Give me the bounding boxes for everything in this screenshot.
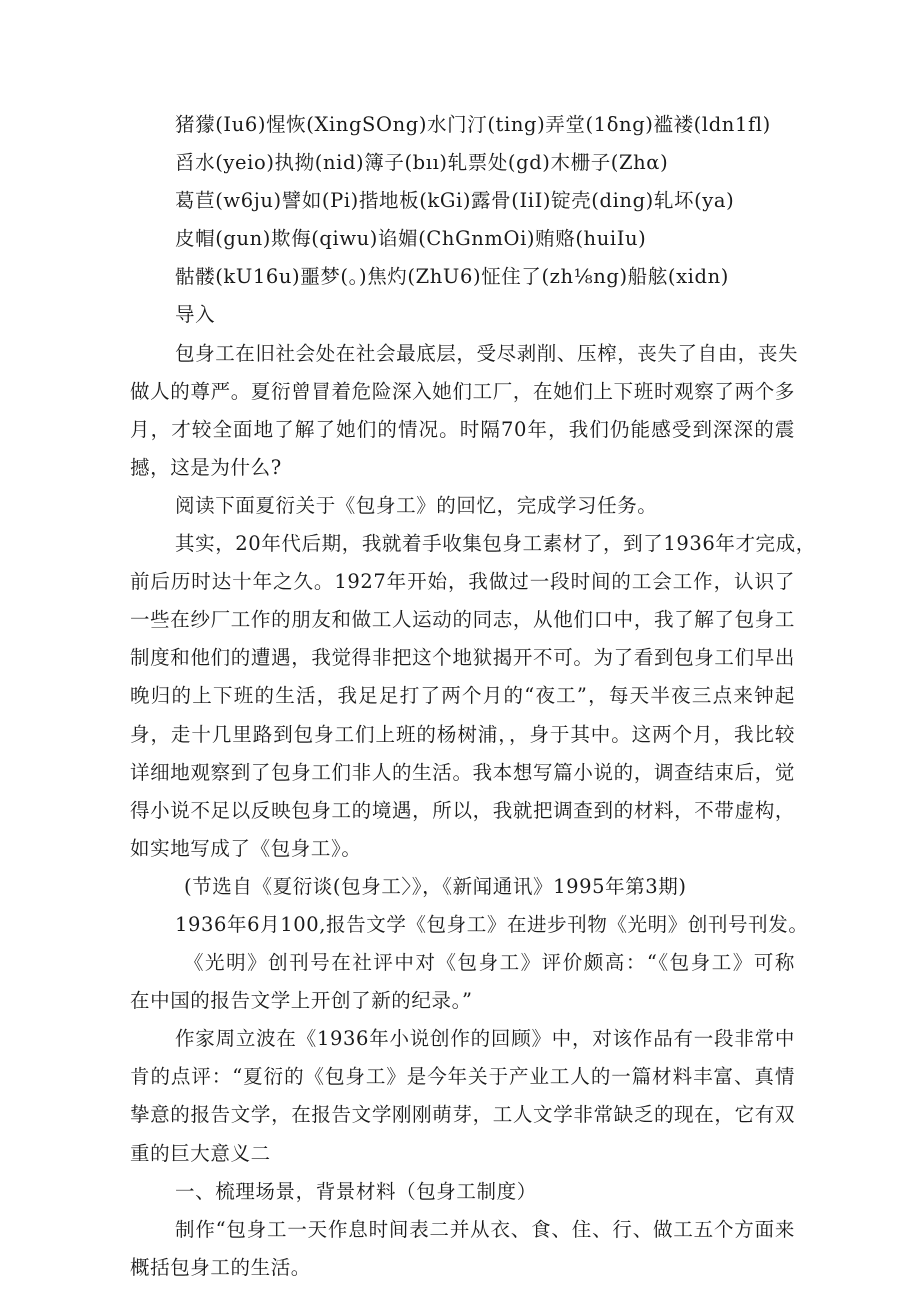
paragraph-line: 月，才较全面地了解了她们的情况。时隔70年，我们仍能感受到深深的震	[130, 417, 795, 441]
pinyin-line: 葛苣(w6ju)譬如(Pi)揩地板(kGi)露骨(IiI)锭壳(ding)轧坏(ya)	[175, 189, 735, 213]
publish-info: 1936年6月100,报告文学《包身工》在进步刊物《光明》创刊号刊发。	[175, 912, 809, 936]
paragraph-line: 一些在纱厂工作的朋友和做工人运动的同志，从他们口中，我了解了包身工	[130, 608, 795, 632]
pinyin-line: 骷髅(kU16u)噩梦(。)焦灼(ZhU6)怔住了(zh⅛ng)船舷(xidn)	[175, 265, 729, 289]
paragraph-line: 得小说不足以反映包身工的境遇，所以，我就把调查到的材料，不带虚构，	[130, 798, 795, 822]
paragraph-line: 如实地写成了《包身工》。	[130, 836, 362, 860]
zhou-libo-review	[130, 1020, 795, 1172]
task2-paragraph	[130, 1211, 795, 1287]
paragraph-line: 《光明》创刊号在社评中对《包身工》评价颇高：“《包身工》可称	[184, 951, 795, 975]
paragraph-line: 晚归的上下班的生活，我足足打了两个月的“夜工”，每天半夜三点来钟起	[130, 684, 795, 708]
paragraph-line: 做人的尊严。夏衍曾冒着危险深入她们工厂，在她们上下班时观察了两个多	[130, 379, 795, 403]
paragraph-line: 其实，20年代后期，我就着手收集包身工素材了，到了1936年才完成，	[175, 532, 816, 556]
source-citation: (节选自《夏衍谈(包身工〉》，《新闻通讯》1995年第3期)	[184, 874, 687, 898]
paragraph-line: 肯的点评：“夏衍的《包身工》是今年关于产业工人的一篇材料丰富、真情	[130, 1065, 795, 1089]
paragraph-line: 制作“包身工一天作息时间表二并从衣、食、住、行、做工五个方面来	[175, 1217, 795, 1241]
intro-heading: 导入	[175, 303, 216, 327]
task-instruction: 阅读下面夏衍关于《包身工》的回忆，完成学习任务。	[175, 493, 658, 517]
paragraph-line: 挚意的报告文学，在报告文学刚刚萌芽，工人文学非常缺乏的现在，它有双	[130, 1103, 795, 1127]
paragraph-line: 在中国的报告文学上开创了新的纪录。”	[130, 989, 473, 1013]
paragraph-line: 身，走十几里路到包身工们上班的杨树浦，，身于其中。这两个月，我比较	[130, 722, 795, 746]
paragraph-line: 前后历时达十年之久。1927年开始，我做过一段时间的工会工作，认识了	[130, 570, 795, 594]
guangming-review	[130, 944, 795, 1020]
intro-paragraph	[130, 335, 799, 487]
paragraph-line: 撼，这是为什么?	[130, 455, 282, 479]
paragraph-line: 制度和他们的遭遇，我觉得非把这个地狱揭开不可。为了看到包身工们早出	[130, 646, 795, 670]
pinyin-line: 猪獴(Iu6)惺恢(XingSOng)水门汀(ting)弄堂(1δng)褴褛(ldn1fl)	[175, 113, 771, 136]
pinyin-line: 舀水(yeio)执拗(nid)簿子(bıı)轧票处(gd)木栅子(Zhα)	[175, 151, 669, 175]
paragraph-line: 包身工在旧社会处在社会最底层，受尽剥削、压榨，丧失了自由，丧失	[175, 341, 799, 365]
memoir-paragraph	[130, 525, 816, 868]
paragraph-line: 重的巨大意义二	[130, 1141, 271, 1165]
paragraph-line: 概括包身工的生活。	[130, 1255, 311, 1279]
pinyin-line: 皮帽(gun)欺侮(qiwu)谄媚(ChGnmOi)贿赂(huiIu)	[175, 227, 647, 251]
document-page	[130, 106, 816, 1287]
paragraph-line: 详细地观察到了包身工们非人的生活。我本想写篇小说的，调查结束后，觉	[130, 760, 795, 784]
paragraph-line: 作家周立波在《1936年小说创作的回顾》中，对该作品有一段非常中	[175, 1027, 795, 1051]
pinyin-vocabulary	[130, 106, 795, 296]
section-heading: 一、梳理场景，背景材料（包身工制度）	[175, 1179, 537, 1203]
